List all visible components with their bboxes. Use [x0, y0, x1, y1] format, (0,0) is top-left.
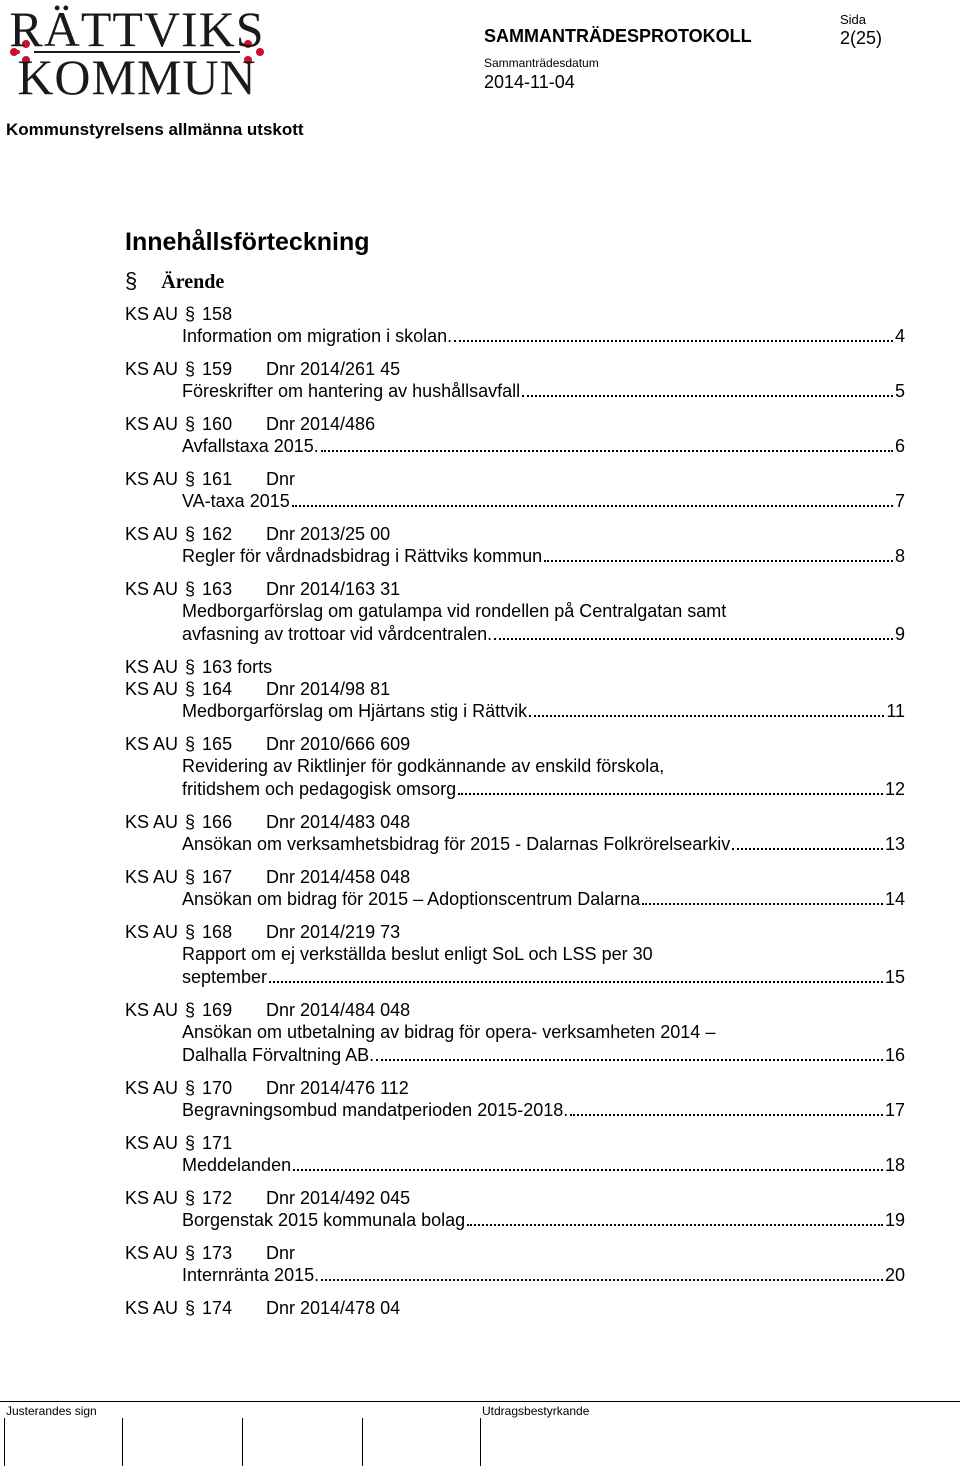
committee-code: KS AU	[125, 1243, 179, 1263]
paragraph-number: 160	[202, 414, 233, 434]
toc-subheading-text: Ärende	[161, 271, 225, 293]
paragraph-number: 172	[202, 1188, 233, 1208]
dot-leader	[544, 560, 893, 562]
paragraph-number: 167	[202, 867, 233, 887]
toc-entry-paragraph	[125, 1187, 266, 1209]
dot-leader	[321, 450, 893, 452]
diary-number: Dnr 2013/25 00	[266, 524, 391, 544]
diary-number: Dnr 2014/163 31	[266, 579, 401, 599]
committee-code: KS AU	[125, 414, 179, 434]
toc-entry	[125, 303, 905, 348]
organization-name: Kommunstyrelsens allmänna utskott	[6, 120, 304, 139]
toc-page-number[interactable]: 20	[884, 1265, 905, 1285]
diary-number: Dnr 2014/483 048	[266, 812, 411, 832]
diary-number: Dnr 2014/219 73	[266, 922, 401, 942]
toc-title-line	[182, 755, 905, 778]
toc-title-line	[182, 1044, 905, 1067]
toc-entry	[125, 1077, 905, 1122]
toc-title-line	[182, 966, 905, 989]
toc-entry	[125, 523, 905, 568]
toc-entry-header	[125, 811, 905, 833]
section-sign: §	[185, 679, 196, 699]
paragraph-number: 162	[202, 524, 233, 544]
toc-title-line	[182, 435, 905, 458]
toc-entry-paragraph	[125, 1077, 266, 1099]
toc-entry-header	[125, 1297, 905, 1319]
section-sign: §	[185, 812, 196, 832]
signature-box-divider	[480, 1418, 481, 1466]
section-sign: §	[185, 414, 196, 434]
diary-number: Dnr 2014/476 112	[266, 1078, 409, 1098]
toc-entry-title	[125, 700, 905, 723]
toc-page-number[interactable]: 14	[884, 889, 905, 909]
toc-entry-title	[125, 325, 905, 348]
committee-code: KS AU	[125, 657, 179, 677]
meeting-date-label: Sammanträdesdatum	[484, 56, 599, 70]
toc-title-text: Avfallstaxa 2015.	[182, 436, 319, 456]
toc-title-text: Begravningsombud mandatperioden 2015-2018.	[182, 1100, 569, 1120]
toc-entry-header	[125, 1187, 905, 1209]
paragraph-number: 159	[202, 359, 233, 379]
toc-entry	[125, 733, 905, 801]
paragraph-number: 171	[202, 1133, 233, 1153]
dot-leader	[321, 1279, 883, 1281]
toc-entry	[125, 1242, 905, 1287]
committee-code: KS AU	[125, 1078, 179, 1098]
dot-leader	[458, 793, 883, 795]
committee-code: KS AU	[125, 579, 179, 599]
committee-code: KS AU	[125, 812, 179, 832]
paragraph-number: 163	[202, 579, 233, 599]
committee-code: KS AU	[125, 734, 179, 754]
section-sign: §	[185, 657, 196, 677]
toc-title-text: Föreskrifter om hantering av hushållsavfall	[182, 381, 521, 401]
signature-box-divider	[4, 1418, 5, 1466]
toc-entry-header	[125, 413, 905, 435]
toc-entry	[125, 578, 905, 646]
toc-title-line	[182, 1099, 905, 1122]
section-sign: §	[185, 1000, 196, 1020]
toc-title-line	[182, 833, 905, 856]
section-sign: §	[185, 1298, 196, 1318]
toc-title-line	[182, 545, 905, 568]
committee-code: KS AU	[125, 1298, 179, 1318]
toc-entry-paragraph	[125, 1242, 266, 1264]
toc-title-text: Dalhalla Förvaltning AB.	[182, 1045, 375, 1065]
toc-entry-header	[125, 678, 905, 700]
toc-entry-title	[125, 1154, 905, 1177]
diary-number: Dnr	[266, 469, 296, 489]
logo-line-1: RÄTTVIKS	[9, 1, 265, 57]
toc-page-number[interactable]: 7	[894, 491, 905, 511]
diary-number: Dnr 2014/98 81	[266, 679, 391, 699]
toc-page-number[interactable]: 9	[894, 624, 905, 644]
toc-title-text: Regler för vårdnadsbidrag i Rättviks kommun	[182, 546, 543, 566]
toc-page-number[interactable]: 15	[884, 967, 905, 987]
toc-entry-title	[125, 380, 905, 403]
toc-entry	[125, 468, 905, 513]
paragraph-number: 169	[202, 1000, 233, 1020]
toc-entry-title	[125, 435, 905, 458]
toc-title-line	[182, 1209, 905, 1232]
toc-title-text: Revidering av Riktlinjer för godkännande av enskild förskola,	[182, 756, 665, 776]
toc-entry	[125, 1132, 905, 1177]
committee-code: KS AU	[125, 1000, 179, 1020]
municipality-logo	[4, 1, 270, 105]
toc-entry-paragraph	[125, 1132, 266, 1154]
paragraph-number: 163 forts	[202, 657, 273, 677]
toc-entry	[125, 358, 905, 403]
toc-title: Innehållsförteckning	[125, 228, 370, 256]
toc-entry-title	[125, 490, 905, 513]
section-sign: §	[185, 359, 196, 379]
footer-divider	[0, 1401, 960, 1402]
toc-title-text: avfasning av trottoar vid vårdcentralen.	[182, 624, 493, 644]
toc-subheading	[125, 268, 224, 294]
toc-page-number[interactable]: 8	[894, 546, 905, 566]
paragraph-number: 161	[202, 469, 233, 489]
signature-box-divider	[122, 1418, 123, 1466]
page-number: 2(25)	[840, 28, 883, 48]
toc-entry-title	[125, 1099, 905, 1122]
toc-title-line	[182, 380, 905, 403]
toc-entry	[125, 678, 905, 723]
dot-leader	[293, 1169, 883, 1171]
toc-title-line	[182, 490, 905, 513]
toc-title-line	[182, 623, 905, 646]
toc-page-number[interactable]: 19	[884, 1210, 905, 1230]
toc-entry-header	[125, 921, 905, 943]
toc-entry	[125, 413, 905, 458]
toc-title-text: Rapport om ej verkställda beslut enligt SoL och LSS per 30	[182, 944, 653, 964]
toc-entry-title	[125, 943, 905, 989]
paragraph-number: 174	[202, 1298, 233, 1318]
toc-entry-header	[125, 733, 905, 755]
toc-entry-header	[125, 358, 905, 380]
footer-justerandes-sign: Justerandes sign	[6, 1404, 97, 1418]
toc-entry-title	[125, 1264, 905, 1287]
toc-entry-title	[125, 600, 905, 646]
toc-title-line	[182, 1021, 905, 1044]
toc-entry-title	[125, 833, 905, 856]
committee-code: KS AU	[125, 469, 179, 489]
dot-leader	[732, 848, 883, 850]
toc-title-line	[182, 943, 905, 966]
section-sign: §	[185, 1243, 196, 1263]
committee-code: KS AU	[125, 1133, 179, 1153]
diary-number: Dnr 2014/484 048	[266, 1000, 411, 1020]
toc-title-line	[182, 600, 905, 623]
toc-page-number[interactable]: 4	[894, 326, 905, 346]
toc-entry-header	[125, 866, 905, 888]
toc-page-number[interactable]: 12	[884, 779, 905, 799]
toc-entry-paragraph	[125, 358, 266, 380]
toc-entry-header	[125, 1077, 905, 1099]
toc-title-text: Internränta 2015.	[182, 1265, 320, 1285]
dot-leader	[454, 340, 893, 342]
toc-entry-paragraph	[125, 733, 266, 755]
table-of-contents	[125, 303, 905, 1329]
toc-title-text: Medborgarförslag om gatulampa vid rondellen på Centralgatan samt	[182, 601, 727, 621]
toc-entry	[125, 656, 905, 678]
toc-entry-header	[125, 578, 905, 600]
toc-entry-header	[125, 1242, 905, 1264]
toc-entry	[125, 811, 905, 856]
committee-code: KS AU	[125, 1188, 179, 1208]
toc-page-number[interactable]: 11	[886, 701, 905, 721]
toc-entry	[125, 921, 905, 989]
toc-title-line	[182, 700, 905, 723]
diary-number: Dnr 2014/486	[266, 414, 376, 434]
toc-entry-title	[125, 545, 905, 568]
toc-title-text: Ansökan om utbetalning av bidrag för opera- verksamheten 2014 –	[182, 1022, 716, 1042]
paragraph-number: 166	[202, 812, 233, 832]
toc-entry-header	[125, 468, 905, 490]
footer-utdragsbestyrkande: Utdragsbestyrkande	[482, 1404, 590, 1418]
section-sign: §	[185, 579, 196, 599]
section-sign: §	[185, 867, 196, 887]
paragraph-number: 170	[202, 1078, 233, 1098]
paragraph-number: 173	[202, 1243, 233, 1263]
meeting-date: 2014-11-04	[484, 72, 575, 92]
toc-entry	[125, 1187, 905, 1232]
diary-number: Dnr 2014/478 04	[266, 1298, 401, 1318]
toc-page-number[interactable]: 13	[884, 834, 905, 854]
toc-entry-paragraph	[125, 1297, 266, 1319]
toc-entry-paragraph	[125, 303, 266, 325]
toc-title-text: Medborgarförslag om Hjärtans stig i Rättvik	[182, 701, 528, 721]
section-sign: §	[185, 524, 196, 544]
dot-leader	[529, 715, 884, 717]
toc-entry-paragraph	[125, 468, 266, 490]
toc-entry-title	[125, 1209, 905, 1232]
logo-line-2: KOMMUN	[17, 49, 257, 105]
toc-entry-paragraph	[125, 999, 266, 1021]
toc-entry-paragraph	[125, 656, 273, 678]
committee-code: KS AU	[125, 524, 179, 544]
dot-leader	[570, 1114, 883, 1116]
committee-code: KS AU	[125, 867, 179, 887]
toc-page-number[interactable]: 5	[894, 381, 905, 401]
paragraph-number: 164	[202, 679, 233, 699]
toc-entry-header	[125, 523, 905, 545]
toc-page-number[interactable]: 18	[884, 1155, 905, 1175]
toc-entry-header	[125, 999, 905, 1021]
toc-page-number[interactable]: 17	[884, 1100, 905, 1120]
section-sign: §	[185, 1188, 196, 1208]
toc-title-line	[182, 1154, 905, 1177]
section-sign: §	[185, 734, 196, 754]
dot-leader	[269, 981, 883, 983]
document-type: SAMMANTRÄDESPROTOKOLL	[484, 26, 752, 46]
signature-box-divider	[362, 1418, 363, 1466]
section-sign: §	[185, 922, 196, 942]
paragraph-number: 168	[202, 922, 233, 942]
diary-number: Dnr 2010/666 609	[266, 734, 411, 754]
section-sign: §	[185, 1133, 196, 1153]
toc-title-line	[182, 888, 905, 911]
toc-entry-paragraph	[125, 921, 266, 943]
toc-entry-title	[125, 888, 905, 911]
section-sign: §	[185, 469, 196, 489]
toc-title-text: september	[182, 967, 268, 987]
dot-leader	[376, 1059, 883, 1061]
toc-entry	[125, 866, 905, 911]
toc-entry-header	[125, 1132, 905, 1154]
toc-title-text: Borgenstak 2015 kommunala bolag	[182, 1210, 466, 1230]
diary-number: Dnr	[266, 1243, 296, 1263]
committee-code: KS AU	[125, 359, 179, 379]
dot-leader	[642, 903, 883, 905]
toc-entry-paragraph	[125, 413, 266, 435]
paragraph-number: 165	[202, 734, 233, 754]
committee-code: KS AU	[125, 922, 179, 942]
page-label: Sida	[840, 12, 867, 27]
toc-entry-title	[125, 755, 905, 801]
toc-title-text: Ansökan om bidrag för 2015 – Adoptionscentrum Dalarna	[182, 889, 641, 909]
section-sign: §	[125, 268, 138, 293]
toc-entry-header	[125, 303, 905, 325]
dot-leader	[522, 395, 893, 397]
committee-code: KS AU	[125, 304, 179, 324]
toc-entry-header	[125, 656, 905, 678]
toc-entry-paragraph	[125, 811, 266, 833]
toc-title-line	[182, 778, 905, 801]
diary-number: Dnr 2014/458 048	[266, 867, 411, 887]
toc-entry	[125, 999, 905, 1067]
toc-entry-paragraph	[125, 866, 266, 888]
signature-box-divider	[242, 1418, 243, 1466]
toc-page-number[interactable]: 6	[894, 436, 905, 456]
section-sign: §	[185, 1078, 196, 1098]
toc-title-text: VA-taxa 2015	[182, 491, 290, 511]
diary-number: Dnr 2014/261 45	[266, 359, 401, 379]
toc-page-number[interactable]: 16	[884, 1045, 905, 1065]
toc-entry-title	[125, 1021, 905, 1067]
dot-leader	[467, 1224, 883, 1226]
toc-title-text: fritidshem och pedagogisk omsorg	[182, 779, 457, 799]
committee-code: KS AU	[125, 679, 179, 699]
toc-entry	[125, 1297, 905, 1319]
toc-title-text: Information om migration i skolan.	[182, 326, 453, 346]
dot-leader	[292, 505, 893, 507]
toc-entry-paragraph	[125, 523, 266, 545]
section-sign: §	[185, 304, 196, 324]
toc-entry-paragraph	[125, 678, 266, 700]
dot-leader	[494, 638, 893, 640]
toc-entry-paragraph	[125, 578, 266, 600]
paragraph-number: 158	[202, 304, 233, 324]
diary-number: Dnr 2014/492 045	[266, 1188, 411, 1208]
toc-title-text: Ansökan om verksamhetsbidrag för 2015 - Dalarnas Folkrörelsearkiv	[182, 834, 731, 854]
toc-title-line	[182, 325, 905, 348]
toc-title-text: Meddelanden	[182, 1155, 292, 1175]
toc-title-line	[182, 1264, 905, 1287]
